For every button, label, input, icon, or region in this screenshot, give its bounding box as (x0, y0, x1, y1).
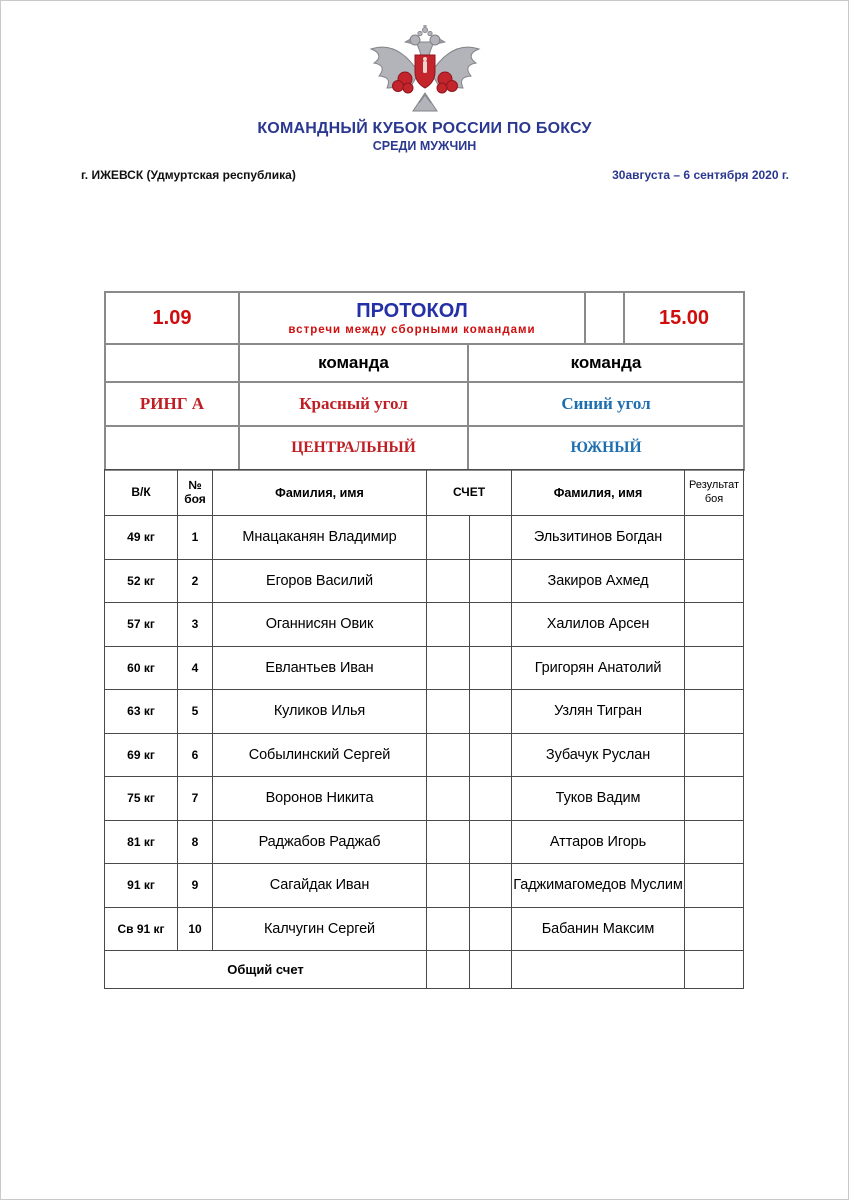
table-row (105, 646, 744, 690)
score-blue-cell (470, 646, 512, 690)
table-row (105, 864, 744, 908)
blue-corner-name-cell: Зубачук Руслан (512, 733, 685, 777)
corner-label-row (105, 382, 744, 426)
boxing-federation-eagle-icon (363, 25, 487, 124)
bout-number-cell: 8 (178, 820, 213, 864)
table-row (105, 777, 744, 821)
bout-date: 1.09 (105, 292, 239, 344)
bout-number-cell: 6 (178, 733, 213, 777)
result-cell (685, 516, 744, 560)
red-corner-name-cell: Сагайдак Иван (213, 864, 427, 908)
empty-cell (685, 951, 744, 989)
score-blue-cell (470, 864, 512, 908)
protocol-title: ПРОТОКОЛ (356, 300, 468, 322)
score-blue-cell (470, 777, 512, 821)
blue-name-header: Фамилия, имя (512, 470, 685, 516)
red-corner-name-cell: Евлантьев Иван (213, 646, 427, 690)
red-corner-name-cell: Воронов Никита (213, 777, 427, 821)
result-cell (685, 907, 744, 951)
bouts-header-row (105, 470, 744, 516)
score-blue-cell (470, 603, 512, 647)
red-corner-name-cell: Калчугин Сергей (213, 907, 427, 951)
blue-corner-name-cell: Закиров Ахмед (512, 559, 685, 603)
table-row (105, 820, 744, 864)
empty-cell (512, 951, 685, 989)
score-blue-cell (470, 907, 512, 951)
bout-number-cell: 9 (178, 864, 213, 908)
weight-cell: 49 кг (105, 516, 178, 560)
protocol-title-cell (239, 292, 585, 344)
bout-number-cell: 4 (178, 646, 213, 690)
weight-cell: Св 91 кг (105, 907, 178, 951)
protocol-table (104, 291, 743, 989)
blue-corner-name-cell: Гаджимагомедов Муслим (512, 864, 685, 908)
result-header: Результат боя (685, 470, 744, 516)
empty-cell (105, 344, 239, 382)
score-red-cell (427, 733, 470, 777)
score-blue-cell (470, 690, 512, 734)
red-corner-name-cell: Куликов Илья (213, 690, 427, 734)
weight-cell: 75 кг (105, 777, 178, 821)
score-red-cell (427, 820, 470, 864)
red-name-header: Фамилия, имя (213, 470, 427, 516)
table-row (105, 516, 744, 560)
weight-cell: 57 кг (105, 603, 178, 647)
result-cell (685, 559, 744, 603)
bout-number-cell: 3 (178, 603, 213, 647)
blue-corner-name-cell: Бабанин Максим (512, 907, 685, 951)
score-red-cell (427, 516, 470, 560)
total-score-row (105, 951, 744, 989)
result-cell (685, 864, 744, 908)
blue-team-name: ЮЖНЫЙ (468, 426, 744, 470)
red-corner-name-cell: Оганнисян Овик (213, 603, 427, 647)
table-row (105, 603, 744, 647)
meta-line (81, 168, 789, 182)
empty-cell (105, 426, 239, 470)
score-blue-cell (470, 559, 512, 603)
score-red-cell (427, 864, 470, 908)
table-row (105, 559, 744, 603)
score-blue-cell (470, 733, 512, 777)
bout-number-header: № боя (178, 470, 213, 516)
team-name-row (105, 426, 744, 470)
blue-corner-label: Синий угол (468, 382, 744, 426)
team-label-right: команда (468, 344, 744, 382)
blue-corner-name-cell: Аттаров Игорь (512, 820, 685, 864)
score-blue-cell (470, 820, 512, 864)
bout-number-cell: 2 (178, 559, 213, 603)
weight-cell: 81 кг (105, 820, 178, 864)
red-corner-name-cell: Егоров Василий (213, 559, 427, 603)
score-red-cell (427, 777, 470, 821)
ring-label: РИНГ А (105, 382, 239, 426)
blue-corner-name-cell: Туков Вадим (512, 777, 685, 821)
empty-cell (585, 292, 624, 344)
bout-number-cell: 7 (178, 777, 213, 821)
weight-cell: 91 кг (105, 864, 178, 908)
table-row (105, 907, 744, 951)
red-corner-name-cell: Собылинский Сергей (213, 733, 427, 777)
table-row (105, 690, 744, 734)
event-dates: 30августа – 6 сентября 2020 г. (612, 168, 789, 182)
protocol-header-table (104, 291, 745, 471)
total-score-label: Общий счет (105, 951, 427, 989)
document-subtitle: СРЕДИ МУЖЧИН (372, 139, 477, 153)
red-corner-label: Красный угол (239, 382, 468, 426)
result-cell (685, 646, 744, 690)
protocol-subtitle: встречи между сборными командами (288, 324, 536, 336)
weight-header: В/К (105, 470, 178, 516)
result-cell (685, 777, 744, 821)
protocol-title-row (105, 292, 744, 344)
score-red-cell (427, 603, 470, 647)
bouts-table (104, 469, 744, 989)
blue-corner-name-cell: Эльзитинов Богдан (512, 516, 685, 560)
red-team-name: ЦЕНТРАЛЬНЫЙ (239, 426, 468, 470)
total-score-red-cell (427, 951, 470, 989)
weight-cell: 60 кг (105, 646, 178, 690)
result-cell (685, 603, 744, 647)
score-red-cell (427, 559, 470, 603)
result-cell (685, 690, 744, 734)
bout-number-cell: 10 (178, 907, 213, 951)
table-row (105, 733, 744, 777)
bout-number-cell: 5 (178, 690, 213, 734)
document-title: КОМАНДНЫЙ КУБОК РОССИИ ПО БОКСУ (257, 120, 592, 137)
result-cell (685, 733, 744, 777)
weight-cell: 63 кг (105, 690, 178, 734)
blue-corner-name-cell: Халилов Арсен (512, 603, 685, 647)
team-label-left: команда (239, 344, 468, 382)
weight-cell: 69 кг (105, 733, 178, 777)
weight-cell: 52 кг (105, 559, 178, 603)
red-corner-name-cell: Раджабов Раджаб (213, 820, 427, 864)
blue-corner-name-cell: Узлян Тигран (512, 690, 685, 734)
event-location: г. ИЖЕВСК (Удмуртская республика) (81, 168, 296, 182)
total-score-blue-cell (470, 951, 512, 989)
team-label-row (105, 344, 744, 382)
blue-corner-name-cell: Григорян Анатолий (512, 646, 685, 690)
bout-time: 15.00 (624, 292, 744, 344)
score-red-cell (427, 646, 470, 690)
score-red-cell (427, 690, 470, 734)
score-red-cell (427, 907, 470, 951)
score-header: СЧЕТ (427, 470, 512, 516)
result-cell (685, 820, 744, 864)
score-blue-cell (470, 516, 512, 560)
red-corner-name-cell: Мнацаканян Владимир (213, 516, 427, 560)
bout-number-cell: 1 (178, 516, 213, 560)
